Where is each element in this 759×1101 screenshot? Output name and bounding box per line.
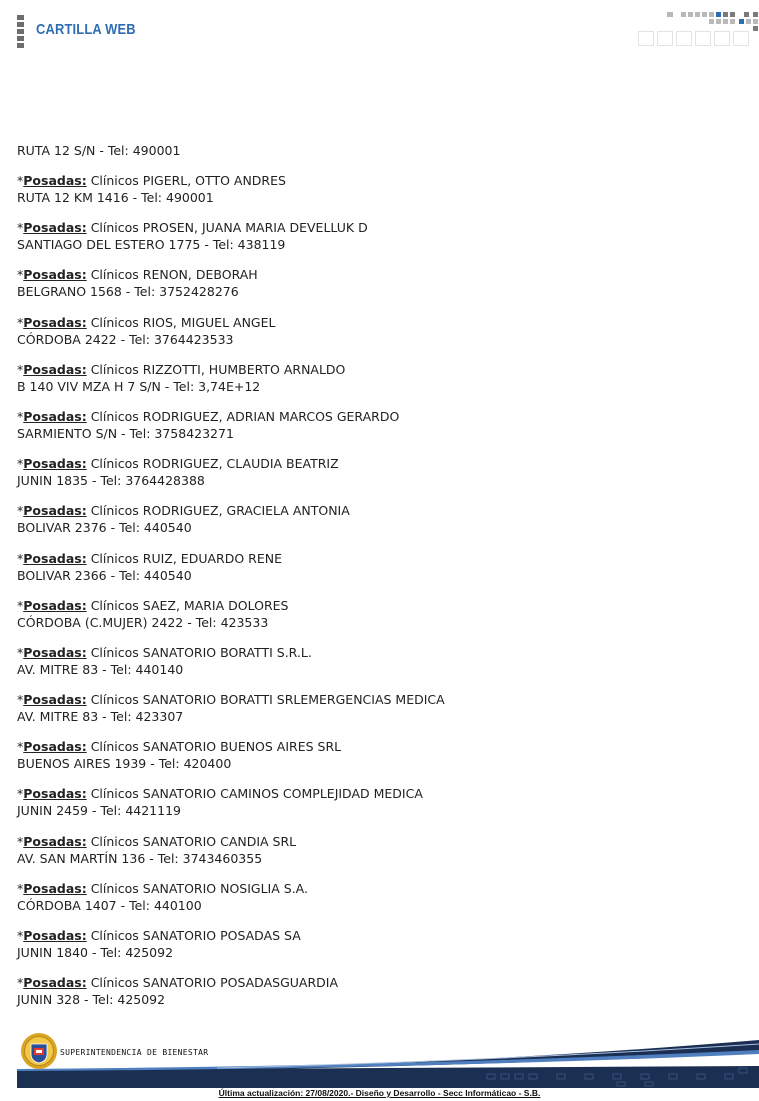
entry-address: JUNIN 1840 - Tel: 425092 (17, 945, 174, 960)
entry-city: Posadas: (23, 173, 87, 188)
entry-heading (17, 691, 737, 708)
entry-provider-name: RUIZ, EDUARDO RENE (142, 550, 282, 566)
entry-heading (17, 550, 737, 567)
entry-heading (17, 880, 737, 897)
entry-city: Posadas: (23, 314, 87, 330)
list-item (17, 455, 737, 502)
entry-provider-name: SANATORIO BORATTI S.R.L. (142, 644, 312, 660)
list-item (17, 172, 737, 219)
entry-heading (17, 502, 737, 519)
entry-category: Clínicos (90, 503, 139, 519)
entry-provider-name: RIZZOTTI, HUMBERTO ARNALDO (142, 361, 346, 377)
entry-category: Clínicos (90, 550, 139, 566)
list-item (17, 361, 737, 408)
entry-category: Clínicos (90, 928, 139, 943)
list-item (17, 219, 737, 266)
bullet-asterisk: * (17, 173, 24, 188)
bullet-asterisk: * (17, 786, 24, 802)
list-item (17, 266, 737, 313)
list-item (17, 502, 737, 549)
entry-heading (17, 738, 737, 755)
entry-city: Posadas: (23, 880, 87, 896)
bullet-asterisk: * (17, 220, 24, 236)
entry-category: Clínicos (90, 173, 139, 188)
bullet-asterisk: * (17, 314, 24, 330)
entry-category: Clínicos (90, 739, 139, 755)
footer-credits: Última actualización: 27/08/2020.- Diseño y Desarrollo - Secc Informáticao - S.B. (218, 1088, 541, 1098)
entry-address: BELGRANO 1568 - Tel: 3752428276 (17, 284, 239, 300)
page-title: CARTILLA WEB (36, 21, 136, 38)
entry-provider-name: RODRIGUEZ, GRACIELA ANTONIA (142, 503, 350, 519)
entry-provider-name: RODRIGUEZ, ADRIAN MARCOS GERARDO (142, 408, 400, 424)
list-item (17, 550, 737, 597)
entry-category: Clínicos (90, 644, 139, 660)
entry-city: Posadas: (23, 597, 87, 613)
entry-provider-name: SANATORIO CAMINOS COMPLEJIDAD MEDICA (142, 786, 423, 802)
entry-category: Clínicos (90, 267, 139, 283)
entry-provider-name: SAEZ, MARIA DOLORES (142, 597, 289, 613)
entry-heading (17, 644, 737, 661)
bullet-asterisk: * (17, 597, 24, 613)
entry-heading (17, 266, 737, 283)
entry-city: Posadas: (23, 220, 87, 236)
entry-category: Clínicos (90, 833, 139, 849)
entry-category: Clínicos (90, 786, 139, 802)
entry-address: JUNIN 328 - Tel: 425092 (17, 992, 166, 1008)
entry-provider-name: SANATORIO BORATTI SRLEMERGENCIAS MEDICA (142, 692, 445, 708)
entry-heading (17, 927, 737, 944)
list-item (17, 880, 737, 927)
seal-icon (20, 1032, 58, 1070)
entry-category: Clínicos (90, 975, 139, 991)
pixel-grid-icon (638, 12, 759, 48)
entry-city: Posadas: (23, 786, 87, 802)
entry-city: Posadas: (23, 550, 87, 566)
entry-provider-name: SANATORIO POSADAS SA (142, 928, 301, 943)
bullet-asterisk: * (17, 692, 24, 708)
entry-address: SANTIAGO DEL ESTERO 1775 - Tel: 438119 (17, 237, 286, 253)
list-item (17, 738, 737, 785)
entry-city: Posadas: (23, 408, 87, 424)
bullet-asterisk: * (17, 408, 24, 424)
list-item (17, 974, 737, 1021)
entry-address: BUENOS AIRES 1939 - Tel: 420400 (17, 756, 232, 772)
organization-name: SUPERINTENDENCIA DE BIENESTAR (60, 1048, 209, 1057)
entry-address: SARMIENTO S/N - Tel: 3758423271 (17, 425, 234, 441)
bullet-asterisk: * (17, 739, 24, 755)
entry-address: JUNIN 1835 - Tel: 3764428388 (17, 473, 205, 489)
list-item (17, 597, 737, 644)
entry-provider-name: RODRIGUEZ, CLAUDIA BEATRIZ (142, 456, 339, 472)
bullet-asterisk: * (17, 975, 24, 991)
list-item (17, 314, 737, 361)
entry-category: Clínicos (90, 692, 139, 708)
entry-provider-name: PIGERL, OTTO ANDRES (142, 173, 286, 188)
bullet-asterisk: * (17, 503, 24, 519)
entry-heading (17, 219, 737, 236)
entry-category: Clínicos (90, 220, 139, 236)
entry-city: Posadas: (23, 503, 87, 519)
entry-address: BOLIVAR 2376 - Tel: 440540 (17, 520, 192, 536)
entry-provider-name: RENON, DEBORAH (142, 267, 258, 283)
entry-provider-name: SANATORIO NOSIGLIA S.A. (142, 880, 308, 896)
entry-provider-name: SANATORIO POSADASGUARDIA (142, 975, 339, 991)
footer-wave-graphic (17, 1026, 759, 1088)
entry-category: Clínicos (90, 361, 139, 377)
entry-provider-name: PROSEN, JUANA MARIA DEVELLUK D (142, 220, 368, 236)
entry-provider-name: SANATORIO CANDIA SRL (142, 833, 297, 849)
bullet-asterisk: * (17, 928, 24, 943)
footer-banner (17, 1026, 759, 1088)
entry-category: Clínicos (90, 408, 139, 424)
provider-list (17, 172, 737, 1021)
entry-city: Posadas: (23, 692, 87, 708)
entry-heading (17, 314, 737, 331)
entry-city: Posadas: (23, 644, 87, 660)
list-item (17, 927, 737, 974)
entry-city: Posadas: (23, 739, 87, 755)
bullet-asterisk: * (17, 456, 24, 472)
entry-provider-name: RIOS, MIGUEL ANGEL (142, 314, 276, 330)
entry-heading (17, 597, 737, 614)
entry-address: CÓRDOBA 2422 - Tel: 3764423533 (17, 331, 234, 347)
entry-address: BOLIVAR 2366 - Tel: 440540 (17, 567, 192, 583)
entry-provider-name: SANATORIO BUENOS AIRES SRL (142, 739, 342, 755)
entry-address: JUNIN 2459 - Tel: 4421119 (17, 803, 181, 819)
bullet-asterisk: * (17, 644, 24, 660)
entry-address: CÓRDOBA (C.MUJER) 2422 - Tel: 423533 (17, 614, 269, 630)
list-item (17, 785, 737, 832)
bullet-asterisk: * (17, 550, 24, 566)
entry-city: Posadas: (23, 361, 87, 377)
entry-category: Clínicos (90, 314, 139, 330)
entry-address: RUTA 12 KM 1416 - Tel: 490001 (17, 190, 214, 205)
header-bar-icon (17, 15, 24, 47)
entry-city: Posadas: (23, 928, 87, 943)
entry-city: Posadas: (23, 267, 87, 283)
bullet-asterisk: * (17, 267, 24, 283)
entry-heading (17, 974, 737, 991)
entry-heading (17, 172, 737, 189)
entry-address: AV. SAN MARTÍN 136 - Tel: 3743460355 (17, 850, 263, 866)
entry-city: Posadas: (23, 975, 87, 991)
list-item (17, 833, 737, 880)
entry-heading (17, 361, 737, 378)
bullet-asterisk: * (17, 880, 24, 896)
entry-category: Clínicos (90, 880, 139, 896)
entry-address: CÓRDOBA 1407 - Tel: 440100 (17, 897, 202, 913)
continued-address-line: RUTA 12 S/N - Tel: 490001 (17, 143, 181, 158)
bullet-asterisk: * (17, 361, 24, 377)
entry-address: B 140 VIV MZA H 7 S/N - Tel: 3,74E+12 (17, 378, 261, 394)
entry-address: AV. MITRE 83 - Tel: 440140 (17, 661, 184, 677)
entry-category: Clínicos (90, 597, 139, 613)
entry-heading (17, 785, 737, 802)
entry-address: AV. MITRE 83 - Tel: 423307 (17, 709, 184, 725)
bullet-asterisk: * (17, 833, 24, 849)
entry-city: Posadas: (23, 833, 87, 849)
entry-city: Posadas: (23, 456, 87, 472)
entry-heading (17, 833, 737, 850)
list-item (17, 691, 737, 738)
entry-heading (17, 455, 737, 472)
list-item (17, 644, 737, 691)
entry-heading (17, 408, 737, 425)
entry-category: Clínicos (90, 456, 139, 472)
list-item (17, 408, 737, 455)
